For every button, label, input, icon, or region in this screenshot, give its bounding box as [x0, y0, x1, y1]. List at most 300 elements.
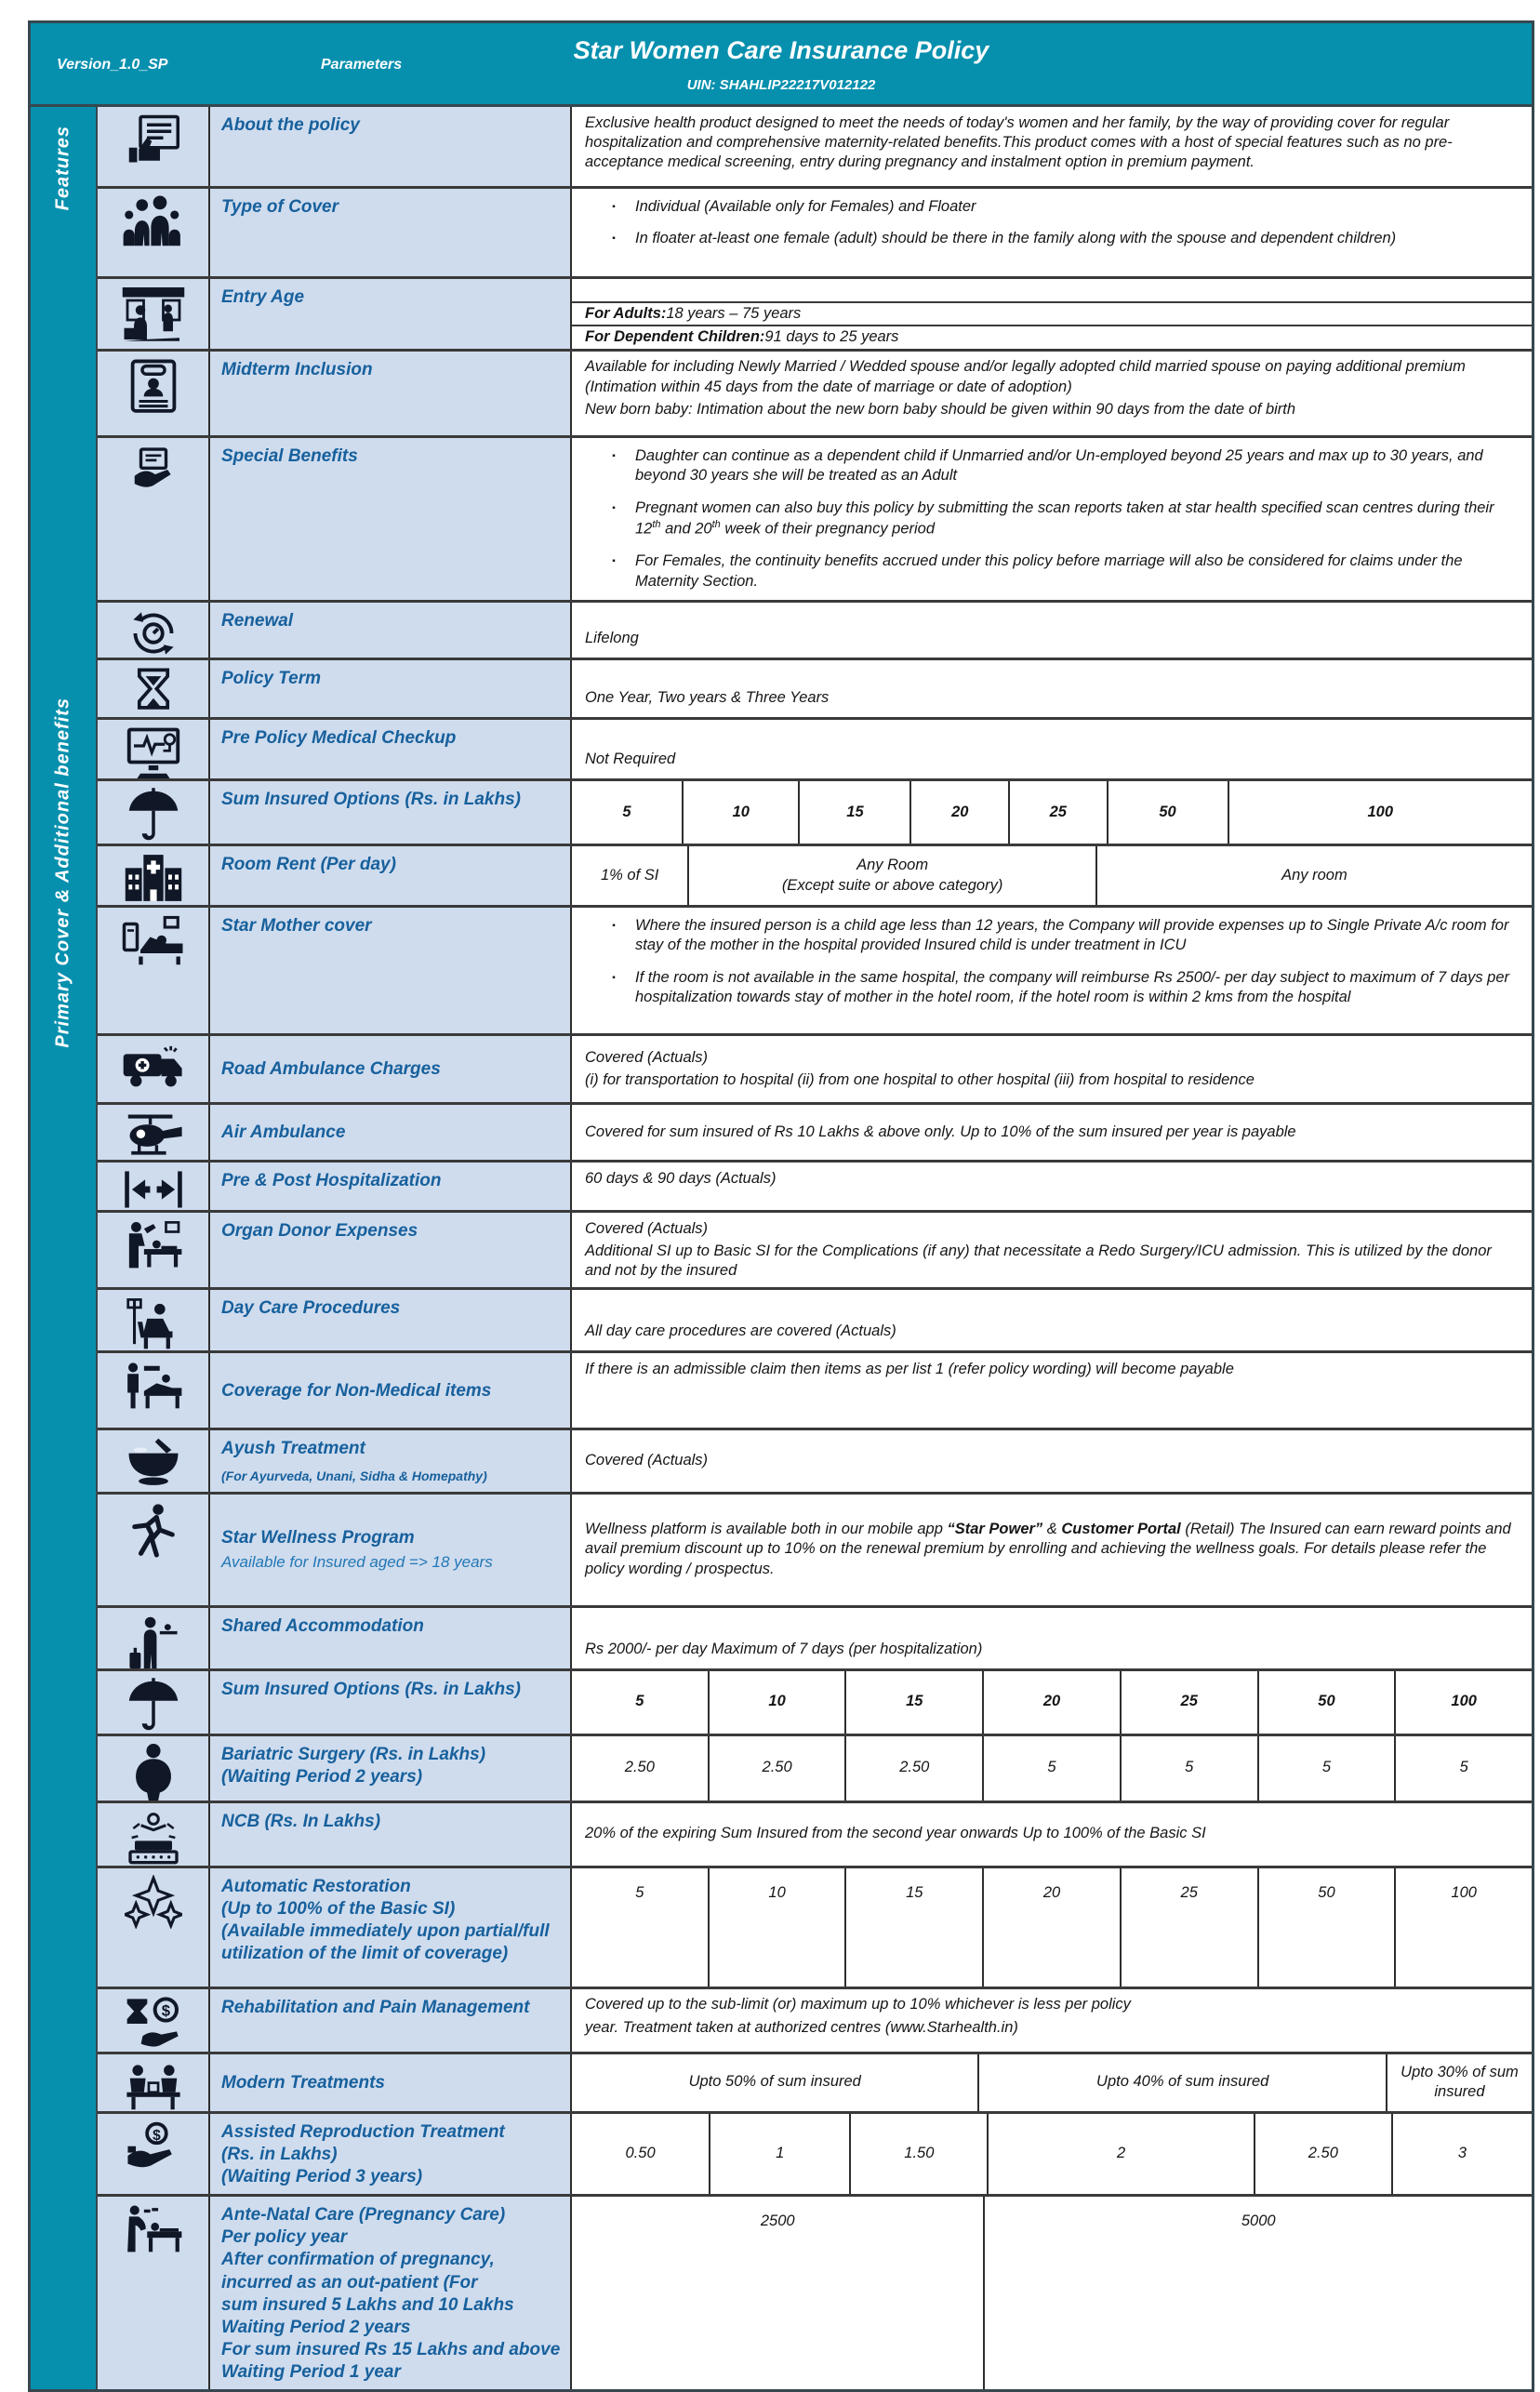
- label-line: Air Ambulance: [221, 1123, 346, 1143]
- text-segment: 91 days to 25 years: [764, 328, 899, 346]
- text-segment: For Females, the continuity benefits accrued under this policy before marriage will also be considered for claims under the Maternity Section.: [635, 552, 1463, 590]
- grid-cell-line: [761, 2212, 795, 2231]
- grid-cell-line: [1393, 2063, 1526, 2103]
- detail-line: [585, 1451, 1519, 1470]
- grid-cell-line: [782, 876, 1003, 896]
- detail-line: [585, 688, 1519, 708]
- bullet-item: [592, 229, 1522, 248]
- grid-cell-line: [635, 1883, 644, 1903]
- text-segment: Upto 30% of sum insured: [1401, 2063, 1519, 2101]
- grid-cell-line: [689, 2072, 861, 2092]
- entry-age-icon: [98, 279, 210, 349]
- text-segment: Available for including Newly Married / Wedded spouse and/or legally adopted child married spouse on paying additional premium (Intimation within 45 days from the date of marriage or date of adoption): [585, 358, 1466, 395]
- pre-policy-medical-checkup-detail: [572, 720, 1532, 778]
- label-line: Type of Cover: [221, 197, 339, 217]
- grid-cell-line: [1322, 1758, 1331, 1777]
- row-about-the-policy: [98, 107, 1532, 189]
- text-segment: 20% of the expiring Sum Insured from the second year onwards Up to 100% of the Basic SI: [585, 1825, 1206, 1842]
- organ-donor-expenses-detail: [572, 1213, 1532, 1287]
- bullet-square-icon: ▪: [612, 972, 616, 983]
- detail-line: [585, 1824, 1519, 1843]
- row-shared-accommodation: [98, 1608, 1532, 1671]
- label-line: Star Wellness Program: [221, 1528, 415, 1548]
- text-segment: Covered (Actuals): [585, 1452, 709, 1469]
- star-wellness-program-icon: [98, 1495, 210, 1605]
- bullet-square-icon: ▪: [612, 450, 616, 461]
- grid-cell-line: [622, 803, 631, 822]
- air-ambulance-icon: [98, 1105, 210, 1160]
- grid-cell: [846, 1868, 984, 1987]
- label-line: Organ Donor Expenses: [221, 1221, 418, 1241]
- label-line: Shared Accommodation: [221, 1615, 424, 1636]
- policy-term-label: [210, 660, 572, 717]
- grid-cell-line: [1181, 1692, 1198, 1711]
- text-segment: 10: [768, 1883, 786, 1901]
- bariatric-surgery-icon: [98, 1736, 210, 1801]
- ayush-treatment-detail: [572, 1430, 1532, 1491]
- grid-cell: [689, 846, 1096, 905]
- text-segment: th: [652, 519, 661, 531]
- bullet-text: [635, 916, 1522, 956]
- label-line: Modern Treatments: [221, 2072, 385, 2093]
- text-segment: New born baby: Intimation about the new born baby should be given within 90 days from the date of birth: [585, 401, 1296, 419]
- automatic-restoration-icon: [98, 1868, 210, 1987]
- about-the-policy-label: [210, 107, 572, 186]
- row-organ-donor-expenses: [98, 1213, 1532, 1290]
- text-segment: Lifelong: [585, 630, 639, 647]
- sum-insured-options-2-icon: [98, 1671, 210, 1734]
- text-segment: All day care procedures are covered (Actuals): [585, 1322, 896, 1340]
- text-segment: 50: [1318, 1883, 1335, 1901]
- coverage-non-medical-items-detail: [572, 1353, 1532, 1428]
- svg-text:$: $: [152, 2127, 161, 2144]
- label-line: Ante-Natal Care (Pregnancy Care): [221, 2205, 506, 2226]
- text-segment: 5: [635, 1883, 644, 1901]
- label-line: incurred as an out-patient (For: [221, 2272, 478, 2292]
- grid-cell-line: [601, 866, 658, 885]
- text-segment: 25: [1180, 1883, 1198, 1901]
- grid-cell-line: [1460, 1758, 1468, 1777]
- text-segment: Upto 40% of sum insured: [1096, 2073, 1269, 2091]
- grid-cell: [911, 781, 1010, 844]
- label-line: Policy Term: [221, 669, 322, 688]
- label-line: Midterm Inclusion: [221, 359, 373, 379]
- ayush-treatment-label: [210, 1430, 572, 1491]
- detail-line: [585, 1070, 1519, 1090]
- page-title: Star Women Care Insurance Policy: [573, 36, 989, 64]
- text-segment: Pregnant women can also buy this policy by submitting the scan reports taken at star health specified scan centres during their 12: [635, 498, 1494, 538]
- grid-cell-line: [951, 803, 968, 822]
- bullet-text: [635, 498, 1522, 539]
- label-line: For sum insured Rs 15 Lakhs and above: [221, 2340, 561, 2360]
- grid-cell-line: [1050, 803, 1067, 822]
- label-line: NCB (Rs. In Lakhs): [221, 1811, 381, 1831]
- text-segment: year. Treatment taken at authorized centres (www.Starhealth.in): [585, 2018, 1018, 2036]
- bullet-text: [635, 551, 1522, 591]
- assisted-reproduction-treatment-detail: [572, 2114, 1532, 2195]
- detail-line: [585, 2018, 1519, 2038]
- about-the-policy-icon: [98, 107, 210, 186]
- grid-cell-line: [1043, 1883, 1060, 1903]
- label-line: Star Mother cover: [221, 916, 372, 936]
- label-line: Sum Insured Options (Rs. in Lakhs): [221, 790, 521, 809]
- row-sum-insured-options-2: [98, 1671, 1532, 1736]
- text-segment: Additional SI up to Basic SI for the Complications (if any) that necessitate a Redo Surgery/ICU admission. This is utilized by the donor and not by the insured: [585, 1242, 1492, 1280]
- special-benefits-detail: [572, 438, 1532, 600]
- text-segment: 1% of SI: [600, 866, 659, 884]
- label-line: (Up to 100% of the Basic SI): [221, 1898, 456, 1919]
- grid-cell: [572, 1671, 710, 1734]
- detail-line: [585, 1640, 1519, 1659]
- grid-cell-line: [899, 1758, 929, 1777]
- air-ambulance-detail: [572, 1105, 1532, 1160]
- label-line: Bariatric Surgery (Rs. in Lakhs): [221, 1744, 486, 1764]
- label-line: Per policy year: [221, 2227, 348, 2248]
- label-line: Day Care Procedures: [221, 1298, 401, 1319]
- text-segment: 5000: [1241, 2213, 1276, 2230]
- detail-line: [585, 1048, 1519, 1068]
- text-segment: (i) for transportation to hospital (ii) from one hospital to other hospital (iii) from hospital to residence: [585, 1071, 1255, 1088]
- entry-age-label: [210, 279, 572, 349]
- row-room-rent: [98, 846, 1532, 908]
- grid-cell: [710, 1868, 847, 1987]
- pre-post-hospitalization-label: [210, 1163, 572, 1210]
- grid-cell: [979, 2054, 1387, 2111]
- grid-cell: [1259, 1671, 1397, 1734]
- grid-cell-line: [1096, 2072, 1268, 2092]
- sum-insured-options-label: [210, 781, 572, 844]
- version-label: Version_1.0_SP: [57, 57, 168, 73]
- grid-cell: [984, 1868, 1122, 1987]
- rehabilitation-pain-management-detail: [572, 1989, 1532, 2052]
- ayush-treatment-icon: [98, 1430, 210, 1491]
- text-segment: 100: [1367, 803, 1394, 820]
- shared-accommodation-label: [210, 1608, 572, 1668]
- detail-line: [585, 1219, 1519, 1239]
- midterm-inclusion-label: [210, 352, 572, 435]
- text-segment: 5: [635, 1693, 644, 1710]
- row-ncb: [98, 1803, 1532, 1868]
- grid-cell: [1396, 1868, 1532, 1987]
- bariatric-surgery-detail: [572, 1736, 1532, 1801]
- label-line: Road Ambulance Charges: [221, 1059, 441, 1080]
- detail-line: [585, 1123, 1519, 1142]
- label-line: Coverage for Non-Medical items: [221, 1381, 492, 1402]
- text-segment: 5: [1459, 1759, 1468, 1776]
- grid-cell-line: [635, 1692, 644, 1711]
- text-segment: 50: [1159, 803, 1176, 820]
- text-segment: Covered (Actuals): [585, 1048, 709, 1066]
- row-star-wellness-program: [98, 1495, 1532, 1608]
- special-benefits-label: [210, 438, 572, 600]
- label-line: Pre & Post Hospitalization: [221, 1171, 442, 1190]
- text-segment: Customer Portal: [1061, 1520, 1181, 1537]
- text-segment: 3: [1457, 2145, 1467, 2162]
- row-air-ambulance: [98, 1105, 1532, 1163]
- label-line: Assisted Reproduction Treatment: [221, 2121, 505, 2142]
- bullet-item: [592, 968, 1522, 1008]
- ncb-detail: [572, 1803, 1532, 1866]
- text-segment: 5: [622, 803, 631, 820]
- renewal-label: [210, 603, 572, 658]
- grid-cell: [1010, 781, 1109, 844]
- row-renewal: [98, 603, 1532, 660]
- grid-cell: [984, 1671, 1122, 1734]
- text-segment: (Except suite or above category): [781, 876, 1003, 894]
- road-ambulance-charges-icon: [98, 1036, 210, 1102]
- row-assisted-reproduction-treatment: [98, 2114, 1532, 2198]
- grid-cell-line: [763, 1758, 792, 1777]
- text-segment: Any room: [1281, 866, 1348, 884]
- grid-cell-line: [776, 2144, 784, 2163]
- ncb-label: [210, 1803, 572, 1866]
- text-segment: Covered up to the sub-limit (or) maximum up to 10% whichever is less per policy: [585, 1996, 1131, 2013]
- grid-cell: [572, 2197, 985, 2389]
- row-rehabilitation-pain-management: [98, 1989, 1532, 2054]
- bullet-square-icon: ▪: [612, 502, 616, 513]
- text-segment: 5: [1321, 1759, 1332, 1776]
- grid-cell-line: [1181, 1883, 1198, 1903]
- bullet-item: [592, 551, 1522, 591]
- star-mother-cover-label: [210, 908, 572, 1033]
- bariatric-surgery-label: [210, 1736, 572, 1801]
- row-special-benefits: [98, 438, 1532, 603]
- text-segment: Covered (Actuals): [585, 1219, 709, 1237]
- svg-text:$: $: [161, 2001, 170, 2020]
- bullet-item: [592, 197, 1522, 217]
- grid-cell-line: [768, 1883, 785, 1903]
- text-segment: 1.50: [904, 2145, 935, 2162]
- organ-donor-expenses-label: [210, 1213, 572, 1287]
- grid-cell: [1097, 846, 1532, 905]
- text-segment: Where the insured person is a child age less than 12 years, the Company will provide expenses up to Single Private A/c room for stay of the mother in the hospital provided Insured child is under treatment in ICU: [635, 917, 1509, 954]
- label-line: Room Rent (Per day): [221, 855, 396, 874]
- grid-cell: [989, 2114, 1255, 2195]
- stacked-line: [572, 279, 1532, 301]
- row-type-of-cover: [98, 189, 1532, 279]
- grid-cell-line: [1281, 866, 1348, 885]
- label-line: sum insured 5 Lakhs and 10 Lakhs: [221, 2294, 514, 2315]
- sum-insured-options-detail: [572, 781, 1532, 844]
- detail-line: [585, 750, 1519, 769]
- label-line: After confirmation of pregnancy,: [221, 2250, 495, 2270]
- row-midterm-inclusion: [98, 352, 1532, 438]
- text-segment: 2.50: [899, 1759, 930, 1776]
- row-entry-age: [98, 279, 1532, 352]
- row-star-mother-cover: [98, 908, 1532, 1036]
- grid-cell: [800, 781, 911, 844]
- detail-line: [585, 1995, 1519, 2014]
- label-line: Special Benefits: [221, 445, 358, 466]
- shared-accommodation-detail: [572, 1608, 1532, 1668]
- grid-cell: [1122, 1736, 1259, 1801]
- bullet-text: [635, 197, 1522, 217]
- text-segment: 25: [1180, 1693, 1198, 1710]
- grid-cell-line: [1458, 2144, 1467, 2163]
- text-segment: th: [711, 519, 721, 531]
- row-road-ambulance-charges: [98, 1036, 1532, 1105]
- text-segment: 15: [906, 1883, 923, 1901]
- grid-cell-line: [768, 1692, 785, 1711]
- midterm-inclusion-detail: [572, 352, 1532, 435]
- pre-policy-medical-checkup-label: [210, 720, 572, 778]
- text-segment: 25: [1049, 803, 1067, 820]
- grid-cell-line: [1367, 803, 1393, 822]
- row-sum-insured-options: [98, 781, 1532, 846]
- ante-natal-care-label: [210, 2197, 572, 2389]
- label-line: (Rs. in Lakhs): [221, 2144, 338, 2164]
- stacked-line: [572, 325, 1532, 348]
- text-segment: 20: [951, 803, 969, 820]
- row-ante-natal-care: [98, 2197, 1532, 2389]
- grid-cell: [572, 1868, 710, 1987]
- text-segment: 10: [768, 1693, 786, 1710]
- label-line: About the policy: [221, 115, 360, 135]
- bullet-item: [592, 916, 1522, 956]
- air-ambulance-label: [210, 1105, 572, 1160]
- label-line: Automatic Restoration: [221, 1876, 411, 1896]
- grid-cell: [1387, 2054, 1532, 2111]
- label-line: Renewal: [221, 611, 294, 631]
- modern-treatments-detail: [572, 2054, 1532, 2111]
- type-of-cover-label: [210, 189, 572, 276]
- grid-cell-line: [1185, 1758, 1193, 1777]
- ante-natal-care-detail: [572, 2197, 1532, 2389]
- text-segment: Wellness platform is available both in our mobile app: [585, 1520, 948, 1537]
- text-segment: 5: [1047, 1759, 1056, 1776]
- text-segment: If there is an admissible claim then items as per list 1 (refer policy wording) will become payable: [585, 1360, 1234, 1377]
- grid-cell: [985, 2197, 1532, 2389]
- text-segment: 0.50: [625, 2145, 656, 2162]
- label-line: Rehabilitation and Pain Management: [221, 1997, 530, 2017]
- text-segment: Any Room: [856, 857, 929, 874]
- text-segment: 10: [732, 803, 750, 820]
- bullet-item: [592, 446, 1522, 486]
- room-rent-detail: [572, 846, 1532, 905]
- grid-cell-line: [1159, 803, 1175, 822]
- grid-cell: [572, 1736, 710, 1801]
- row-modern-treatments: [98, 2054, 1532, 2114]
- text-segment: and 20: [660, 520, 712, 538]
- road-ambulance-charges-label: [210, 1036, 572, 1102]
- text-segment: (Retail) The Insured can earn reward points and avail premium discount up to 10% on the renewal premium by enrolling and achieving the wellness goals. For details please refer the policy wording / prospectus.: [585, 1520, 1511, 1577]
- rehabilitation-pain-management-icon: [98, 1989, 210, 2052]
- renewal-detail: [572, 603, 1532, 658]
- text-segment: In floater at-least one female (adult) should be there in the family along with the spouse and dependent children): [635, 230, 1397, 247]
- grid-cell-line: [1047, 1758, 1055, 1777]
- detail-line: [585, 400, 1519, 419]
- grid-cell: [1255, 2114, 1393, 2195]
- text-segment: 2.50: [1308, 2145, 1338, 2162]
- text-segment: One Year, Two years & Three Years: [585, 689, 830, 707]
- grid-cell-line: [846, 803, 863, 822]
- room-rent-label: [210, 846, 572, 905]
- label-line: Ayush Treatment: [221, 1439, 365, 1459]
- label-line: Waiting Period 1 year: [221, 2362, 401, 2383]
- assisted-reproduction-treatment-icon: [98, 2114, 210, 2195]
- grid-cell: [984, 1736, 1122, 1801]
- rows-container: [98, 107, 1532, 2389]
- sum-insured-options-icon: [98, 781, 210, 844]
- text-segment: Covered for sum insured of Rs 10 Lakhs & above only. Up to 10% of the sum insured per year is payable: [585, 1123, 1296, 1140]
- text-segment: 15: [906, 1693, 923, 1710]
- text-segment: If the room is not available in the same hospital, the company will reimburse Rs 2500/- per day subject to maximum of 7 days per hospitalization towards stay of mother in the hotel room, if the hotel room is within 2 kms from the hospital: [635, 968, 1510, 1006]
- grid-cell-line: [733, 803, 750, 822]
- assisted-reproduction-treatment-label: [210, 2114, 572, 2195]
- text-segment: 18 years – 75 years: [666, 305, 802, 322]
- row-automatic-restoration: [98, 1868, 1532, 1989]
- grid-cell: [846, 1736, 984, 1801]
- text-segment: Individual (Available only for Females) and Floater: [635, 198, 976, 215]
- text-segment: 15: [846, 803, 864, 820]
- uin-label: UIN: SHAHLIP22217V012122: [686, 77, 876, 93]
- day-care-procedures-label: [210, 1290, 572, 1350]
- rehabilitation-pain-management-label: [210, 1989, 572, 2052]
- grid-cell-line: [1308, 2144, 1338, 2163]
- section-sidebar: [31, 107, 98, 2389]
- grid-cell: [1259, 1736, 1397, 1801]
- bullet-text: [635, 229, 1522, 248]
- modern-treatments-icon: [98, 2054, 210, 2111]
- policy-term-icon: [98, 660, 210, 717]
- grid-cell: [710, 1736, 847, 1801]
- detail-line: [585, 357, 1519, 397]
- text-segment: Daughter can continue as a dependent child if Unmarried and/or Un-employed beyond 25 years and max up to 30 years, and beyond 30 years she will be treated as an Adult: [635, 446, 1483, 485]
- grid-cell-line: [1043, 1692, 1060, 1711]
- grid-cell: [572, 2054, 979, 2111]
- text-segment: 5: [1185, 1759, 1194, 1776]
- ncb-icon: [98, 1803, 210, 1866]
- grid-cell-line: [1451, 1883, 1477, 1903]
- pre-policy-medical-checkup-icon: [98, 720, 210, 778]
- grid-cell-line: [1241, 2212, 1276, 2231]
- day-care-procedures-icon: [98, 1290, 210, 1350]
- text-segment: Exclusive health product designed to meet the needs of today's women and her family, by the way of providing cover for regular hospitalization and comprehensive maternity-related benefits.This product comes with a host of special features such as no pre-acceptance medical screening, entry during pregnancy and instalment option in premium payment.: [585, 113, 1453, 171]
- row-day-care-procedures: [98, 1290, 1532, 1353]
- text-segment: Rs 2000/- per day Maximum of 7 days (per hospitalization): [585, 1640, 983, 1657]
- primary-cover-section-label: Primary Cover & Additional benefits: [52, 698, 73, 1048]
- text-segment: Upto 50% of sum insured: [688, 2073, 861, 2091]
- text-segment: 2: [1117, 2145, 1126, 2162]
- grid-cell: [1229, 781, 1533, 844]
- star-wellness-program-label: [210, 1495, 572, 1605]
- text-segment: Not Required: [585, 751, 676, 768]
- grid-cell: [710, 2114, 851, 2195]
- features-section-label: Features: [52, 126, 73, 211]
- text-segment: week of their pregnancy period: [720, 520, 936, 538]
- automatic-restoration-detail: [572, 1868, 1532, 1987]
- label-line: Waiting Period 2 years: [221, 2317, 411, 2337]
- bullet-square-icon: ▪: [612, 233, 616, 245]
- about-the-policy-detail: [572, 107, 1532, 186]
- type-of-cover-icon: [98, 189, 210, 276]
- stacked-line: [572, 301, 1532, 325]
- grid-cell: [1396, 1671, 1532, 1734]
- text-segment: 100: [1451, 1883, 1477, 1901]
- type-of-cover-detail: [572, 189, 1532, 276]
- entry-age-detail: [572, 279, 1532, 349]
- grid-cell-line: [906, 1883, 923, 1903]
- row-pre-policy-medical-checkup: [98, 720, 1532, 781]
- grid-cell-line: [1451, 1692, 1477, 1711]
- grid-cell: [572, 781, 684, 844]
- detail-line: [585, 1242, 1519, 1282]
- sum-insured-options-2-label: [210, 1671, 572, 1734]
- grid-cell: [851, 2114, 989, 2195]
- text-segment: For Adults:: [585, 305, 667, 322]
- text-segment: 2.50: [762, 1759, 792, 1776]
- grid-cell: [710, 1671, 847, 1734]
